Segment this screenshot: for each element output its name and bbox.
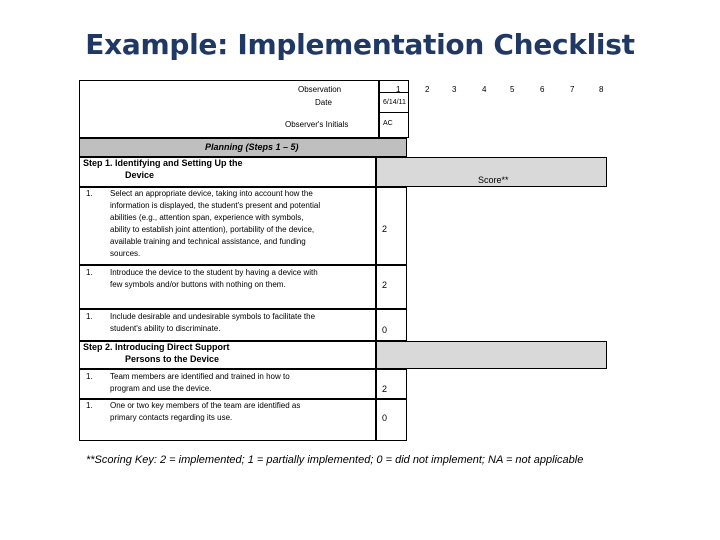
step1-item2-score-cell [376,265,407,309]
observation-number-1: 1 [396,85,401,94]
step2-item1-line2: program and use the device. [110,384,212,393]
step2-heading-line2: Persons to the Device [125,354,220,364]
step1-item1-line4: ability to establish joint attention), portability of the device, [110,225,315,234]
observation-number-5: 5 [510,85,515,94]
observation-number-6: 6 [540,85,545,94]
date-value: 6/14/11 [383,99,406,106]
step2-item1-line1: Team members are identified and trained in how to [110,372,290,381]
page-title: Example: Implementation Checklist [85,28,635,61]
step2-item1-number: 1. [86,372,93,381]
observation-number-8: 8 [599,85,604,94]
step2-item1-score-cell [376,369,407,399]
step1-heading-line1: Step 1. Identifying and Setting Up the [83,158,243,168]
step1-item1-line6: sources. [110,249,141,258]
step2-score-header-cell [376,341,607,369]
observation-number-2: 2 [425,85,430,94]
step1-item3-line1: Include desirable and undesirable symbols to facilitate the [110,312,316,321]
step2-item2-line2: primary contacts regarding its use. [110,413,233,422]
step1-item3-score: 0 [382,325,388,335]
score-header-label: Score** [478,175,509,185]
step1-item1-line3: abilities (e.g., attention span, experience with symbols, [110,213,304,222]
step1-item3-number: 1. [86,312,93,321]
observation-number-4: 4 [482,85,487,94]
step1-item2-score: 2 [382,280,388,290]
step1-item3-line2: student's ability to discriminate. [110,324,221,333]
initials-value: AC [383,120,393,127]
step1-item3-score-cell [376,309,407,341]
observation-number-7: 7 [570,85,575,94]
observation-number-3: 3 [452,85,457,94]
step1-item1-line2: information is displayed, the student's present and potential [110,201,321,210]
step1-item1-score-cell [376,187,407,265]
scoring-key: **Scoring Key: 2 = implemented; 1 = partially implemented; 0 = did not implement; NA = not applicable [86,454,584,466]
step1-item1-score: 2 [382,224,388,234]
step1-heading-line2: Device [125,170,155,180]
step2-heading-line1: Step 2. Introducing Direct Support [83,342,230,352]
step1-item1-line1: Select an appropriate device, taking into account how the [110,189,313,198]
observation-label: Observation [298,85,342,94]
date-label: Date [315,98,332,107]
initials-label: Observer's Initials [285,120,349,129]
step2-item2-score: 0 [382,413,388,423]
step1-item2-number: 1. [86,268,93,277]
step2-item2-number: 1. [86,401,93,410]
step2-item2-score-cell [376,399,407,441]
step2-item1-score: 2 [382,384,388,394]
step1-item1-number: 1. [86,189,93,198]
step2-item2-line1: One or two key members of the team are identified as [110,401,301,410]
step1-item2-line2: few symbols and/or buttons with nothing on them. [110,280,286,289]
step1-item1-line5: available training and technical assistance, and funding [110,237,306,246]
planning-band-label: Planning (Steps 1 – 5) [205,142,299,152]
step1-item2-line1: Introduce the device to the student by having a device with [110,268,318,277]
